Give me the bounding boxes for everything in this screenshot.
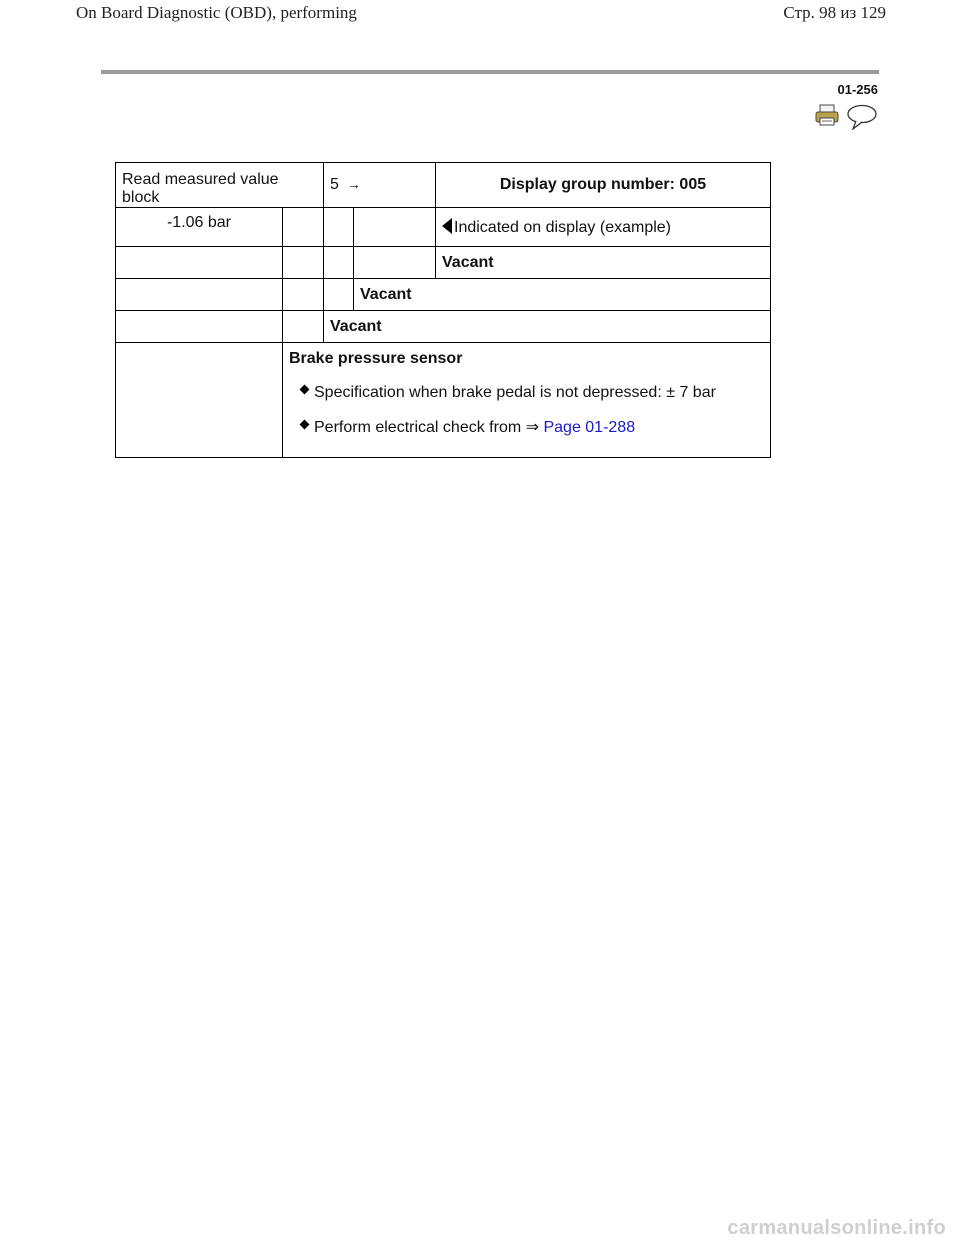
- display-group-number: Display group number: 005: [436, 163, 771, 208]
- vacant-field-3: Vacant: [354, 279, 771, 311]
- triangle-left-icon: [442, 218, 452, 234]
- list-item: [301, 384, 764, 402]
- sensor-cell: [283, 343, 771, 458]
- spec-text: Specification when brake pedal is not depressed: ± 7 bar: [314, 384, 716, 401]
- vacant-field-2: Vacant: [324, 311, 771, 343]
- bullet-diamond-icon: [300, 385, 310, 395]
- printer-icon[interactable]: [815, 104, 839, 126]
- block-number-cell: [324, 163, 436, 208]
- indicated-label: Indicated on display (example): [454, 218, 672, 236]
- arrow-right-icon: →: [346, 176, 361, 192]
- header-title: On Board Diagnostic (OBD), performing: [76, 3, 357, 22]
- table-row: [116, 343, 771, 458]
- table-row: [116, 279, 771, 311]
- indicated-cell: [436, 208, 771, 247]
- page-link[interactable]: Page 01-288: [543, 419, 636, 436]
- page-code: 01-256: [837, 82, 878, 97]
- header-divider: [101, 70, 879, 74]
- bullet-diamond-icon: [300, 420, 310, 430]
- watermark: carmanualsonline.info: [727, 1217, 946, 1239]
- check-text: Perform electrical check from ⇒: [314, 419, 540, 436]
- block-title: Read measured value block: [116, 163, 324, 208]
- table-row: [116, 311, 771, 343]
- display-value: -1.06 bar: [116, 208, 283, 247]
- measured-value-table: [115, 162, 771, 458]
- list-item: [301, 417, 764, 437]
- table-row: [116, 208, 771, 247]
- vacant-field-4: Vacant: [436, 247, 771, 279]
- speech-bubble-icon[interactable]: [846, 104, 878, 130]
- table-row: [116, 247, 771, 279]
- sensor-title: Brake pressure sensor: [289, 350, 463, 367]
- block-number: 5: [330, 176, 339, 193]
- table-header-row: [116, 163, 771, 208]
- page-indicator: Стр. 98 из 129: [783, 3, 886, 22]
